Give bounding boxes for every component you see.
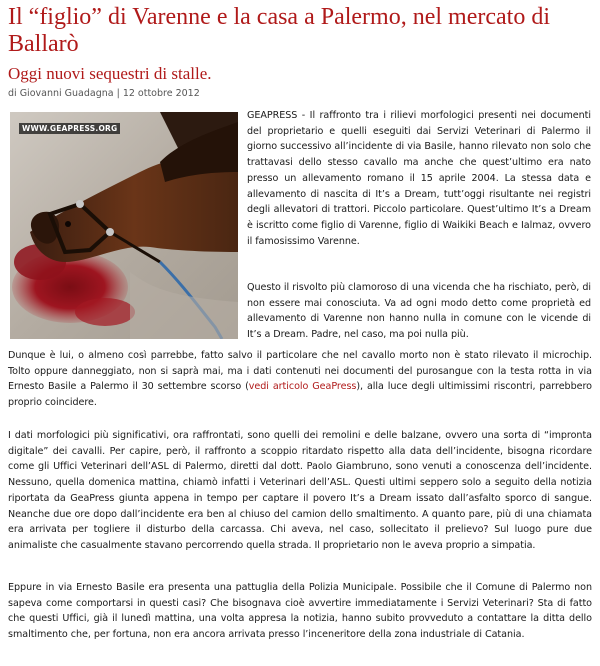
- paragraph-4: I dati morfologici più significativi, ora raffrontati, sono quelli dei remolini e delle balzane, ovvero una sorta di “impronta digitale” dei cavalli. Per capire, però, il raffronto a scoppio ritardato rispetto alla data dell’incidente, bisogna ricordare come gli Uffici Veterinari dell’ASL di Palermo, diretti dal dott. Paolo Giambruno, sono venuti a conoscenza dell’incidente. Nessuno, quella domenica mattina, chiamò infatti i Veterinari dell’ASL. Questi ultimi seppero solo a seguito della notizia riportata da GeaPress giunta appena in tempo per captare il povero It’s a Dream issato dall’asfalto sporco di sangue. Neanche due ore dopo dall’incidente era ben al chiuso del camion dello smaltimento. A quanto pare, più di una chiamata era arrivata per togliere il disturbo della carcassa. Chi aveva, nel caso, sollecitato il prelievo? Sul luogo pure due animaliste che casualmente stavano percorrendo quella strada. Il proprietario non le aveva proprio a simpatia.: [8, 430, 592, 551]
- paragraph-3-text-after: ), alla luce degli ultimissimi riscontri, parrebbero proprio coincidere.: [8, 381, 592, 409]
- article-subtitle: Oggi nuovi sequestri di stalle.: [8, 64, 212, 83]
- article-byline: di Giovanni Guadagna | 12 ottobre 2012: [8, 88, 200, 99]
- paragraph-1: GEAPRESS - Il raffronto tra i rilievi morfologici presenti nei documenti del proprietario e quelli eseguiti dai Servizi Veterinari di Palermo il giorno successivo all’incidente di via Basile, hanno rilevato non solo che trattavasi dello stesso cavallo ma anche che quest’ultimo era nato presso un allevamento romano il 15 aprile 2004. La stessa data e allevamento di nascita di It’s a Dream, tutt’oggi risultante nei registri degli allevatori di trattori. Piccolo particolare. Quest’ultimo It’s a Dream è iscritto come figlio di Varenne, figlio di Waikiki Beach e Ialmaz, ovvero il famosissimo Varenne.: [247, 110, 591, 247]
- dead-horse-photo-icon: [10, 112, 238, 339]
- article-link[interactable]: vedi articolo GeaPress: [248, 381, 357, 393]
- paragraph-3-text-before: Dunque è lui, o almeno così parrebbe, fatto salvo il particolare che nel cavallo morto non è stato rilevato il microchip. Tolto oppure danneggiato, non si saprà mai, ma i dati contenuti nei documenti del purosangue con la testa rotta in via Ernesto Basile a Palermo il 30 settembre scorso (: [8, 350, 592, 393]
- article-title: Il “figlio” di Varenne e la casa a Palermo, nel mercato di Ballarò: [8, 4, 550, 57]
- paragraph-2: Questo il risvolto più clamoroso di una vicenda che ha rischiato, però, di non essere mai conosciuta. Va ad ogni modo detto come proprietà ed allevamento di Varenne non hanno nulla in comune con le vicende di It’s a Dream. Padre, nel caso, ma poi nulla più.: [247, 282, 591, 341]
- paragraph-5: Eppure in via Ernesto Basile era presenta una pattuglia della Polizia Municipale. Possibile che il Comune di Palermo non sapeva come comportarsi in questi casi? Che bisognava cioè avvertire immediatamente i Servizi Veterinari? Sta di fatto che questi Uffici, già il lunedì mattina, una volta appresa la notizia, hanno subito provveduto a contattare la ditta dello smaltimento che, per fortuna, non era ancora arrivata presso l’inceneritore della zona industriale di Catania.: [8, 582, 592, 641]
- photo-watermark: WWW.GEAPRESS.ORG: [19, 123, 120, 134]
- article-photo: [10, 112, 238, 339]
- paragraph-3: [8, 348, 592, 411]
